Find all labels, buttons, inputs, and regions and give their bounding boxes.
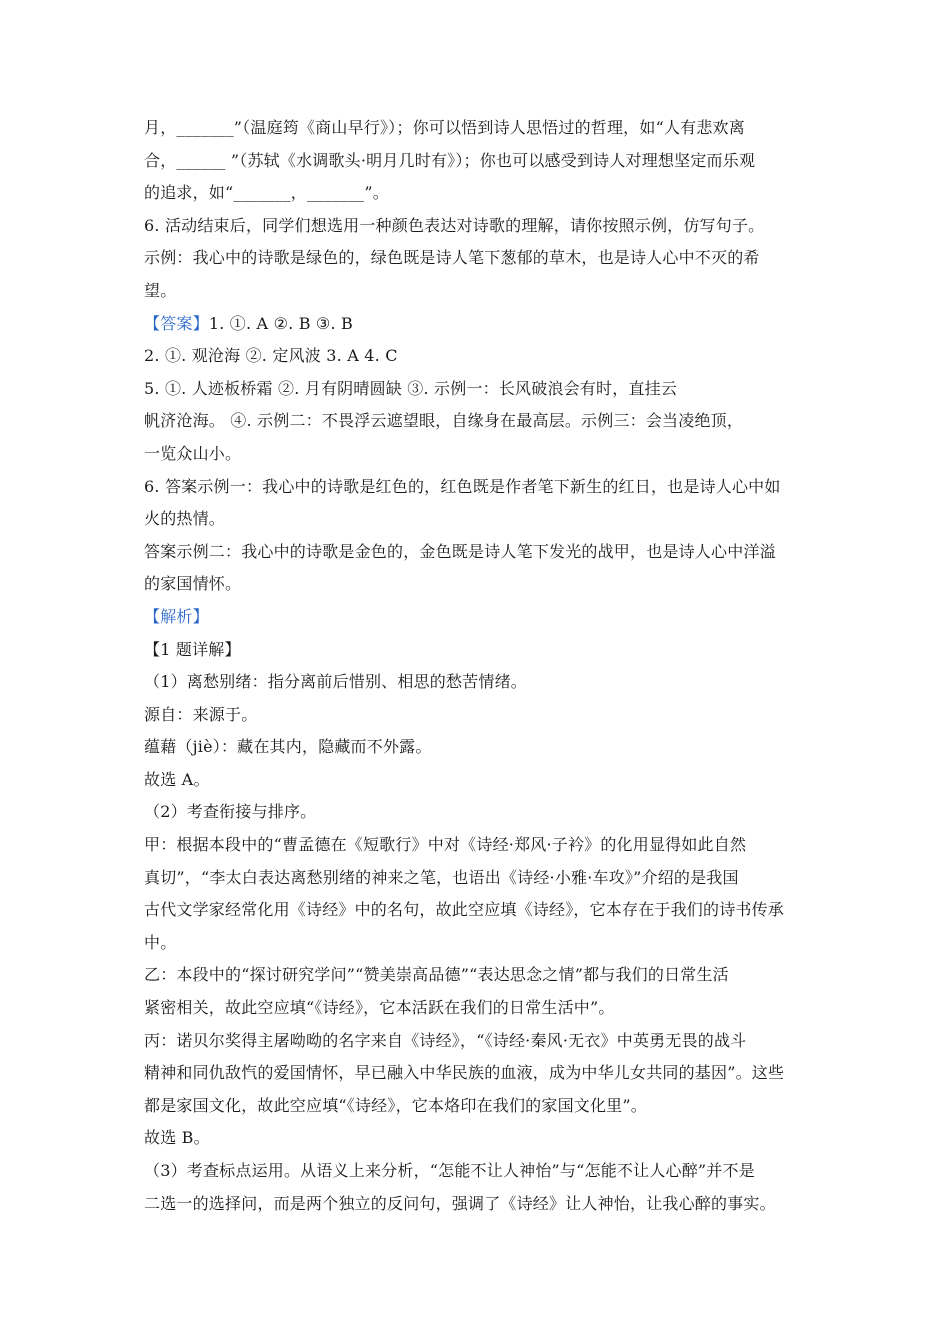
text-line: 月，_______”（温庭筠《商山早行》）；你可以悟到诗人思悟过的哲理，如“人有悲欢离 (144, 118, 745, 137)
analysis-line: （1）离愁别绪：指分离前后惜别、相思的愁苦情绪。 (144, 672, 527, 692)
example-line: 望。 (144, 280, 177, 300)
answer-q5: 一览众山小。 (144, 443, 242, 463)
analysis-line: 【1 题详解】 (144, 639, 241, 659)
analysis-line: 乙：本段中的“探讨研究学问”“赞美崇高品德”“表达思念之情”都与我们的日常生活 (144, 965, 729, 985)
answer-q1: 1. ①. A ②. B ③. B (208, 313, 354, 333)
analysis-line: 精神和同仇敌忾的爱国情怀，早已融入中华民族的血液，成为中华儿女共同的基因”。这些 (144, 1063, 785, 1083)
analysis-line: 蕴藉（jiè）：藏在其内，隐藏而不外露。 (144, 737, 432, 757)
text-line: 合，______ ”（苏轼《水调歌头·明月几时有》）；你也可以感受到诗人对理想坚定而乐观 (144, 150, 756, 170)
answer-q6: 答案示例二：我心中的诗歌是金色的，金色既是诗人笔下发光的战甲，也是诗人心中洋溢 (144, 541, 776, 561)
answer-row-1 (144, 308, 810, 341)
answer-q6: 的家国情怀。 (144, 574, 242, 594)
analysis-line: 丙：诺贝尔奖得主屠呦呦的名字来自《诗经》，“《诗经·秦风·无衣》中英勇无畏的战斗 (144, 1030, 747, 1050)
analysis-line: （2）考查衔接与排序。 (144, 802, 317, 822)
answer-q2: 2. ①. 观沧海 ②. 定风波 3. A 4. C (144, 346, 398, 366)
text-line: 的追求，如“_______，_______”。 (144, 183, 389, 203)
analysis-line: 故选 B。 (144, 1128, 210, 1148)
answer-q6: 火的热情。 (144, 509, 226, 529)
answer-tag: 【答案】 (144, 313, 209, 333)
analysis-line: 都是家国文化，故此空应填“《诗经》，它本烙印在我们的家国文化里”。 (144, 1095, 647, 1115)
example-line: 示例：我心中的诗歌是绿色的，绿色既是诗人笔下葱郁的草木，也是诗人心中不灭的希 (144, 248, 760, 268)
analysis-line: （3）考查标点运用。从语义上来分析，“怎能不让人神怡”与“怎能不让人心醉”并不是 (144, 1161, 755, 1180)
analysis-tag: 【解析】 (144, 606, 209, 626)
analysis-line: 甲：根据本段中的“曹孟德在《短歌行》中对《诗经·郑风·子衿》的化用显得如此自然 (144, 835, 747, 855)
answer-q6: 6. 答案示例一：我心中的诗歌是红色的，红色既是作者笔下新生的红日，也是诗人心中如 (144, 476, 781, 496)
analysis-line: 古代文学家经常化用《诗经》中的名句，故此空应填《诗经》，它本存在于我们的诗书传承 (144, 900, 785, 920)
answer-q5: 5. ①. 人迹板桥霜 ②. 月有阴晴圆缺 ③. 示例一：长风破浪会有时，直挂云 (144, 378, 678, 398)
answer-q5: 帆济沧海。 ④. 示例二：不畏浮云遮望眼，自缘身在最高层。示例三：会当凌绝顶， (144, 411, 744, 431)
analysis-line: 真切”，“李太白表达离愁别绪的神来之笔，也语出《诗经·小雅·车攻》”介绍的是我国 (144, 867, 739, 887)
analysis-line: 中。 (144, 932, 177, 952)
analysis-line: 源自：来源于。 (144, 704, 258, 724)
analysis-line: 二选一的选择问，而是两个独立的反问句，强调了《诗经》让人神怡，让我心醉的事实。 (144, 1193, 776, 1213)
document-page (144, 112, 810, 1220)
analysis-line: 紧密相关，故此空应填“《诗经》，它本活跃在我们的日常生活中”。 (144, 998, 615, 1018)
question-6: 6. 活动结束后，同学们想选用一种颜色表达对诗歌的理解，请你按照示例，仿写句子。 (144, 215, 765, 235)
analysis-line: 故选 A。 (144, 769, 210, 789)
analysis-heading (144, 601, 810, 634)
